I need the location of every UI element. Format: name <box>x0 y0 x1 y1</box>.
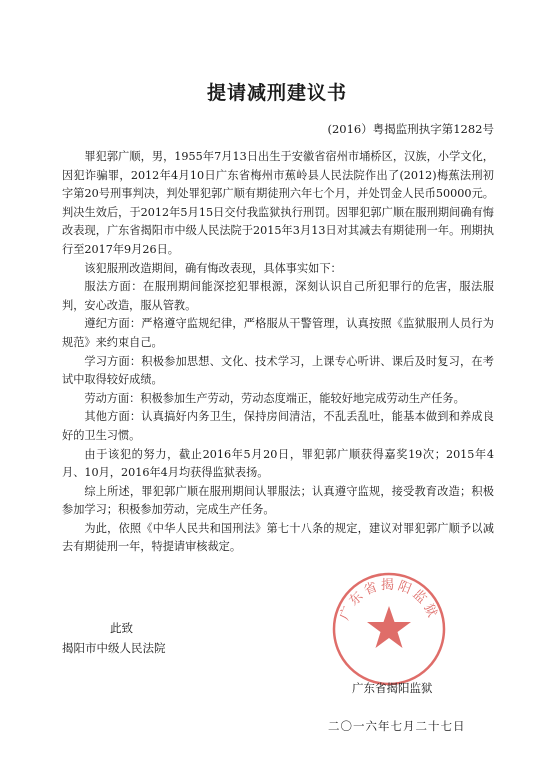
closing-recipient: 揭阳市中级人民法院 <box>62 641 166 655</box>
closing-salutation: 此致 <box>110 621 133 635</box>
official-seal-stamp <box>330 570 448 688</box>
document-body <box>62 148 494 557</box>
paragraph-rewards: 由于该犯的努力，截止2016年5月20日，罪犯郭广顺获得嘉奖19次；2015年4月、10月，2016年4月均获得监狱表扬。 <box>62 447 494 480</box>
paragraph-other: 其他方面：认真搞好内务卫生，保持房间清洁，不乱丢乱吐，能基本做到和养成良好的卫生习惯。 <box>62 410 494 442</box>
issuer-name: 广东省揭阳监狱 <box>352 681 433 695</box>
paragraph-labor: 劳动方面：积极参加生产劳动，劳动态度端正，能较好地完成劳动生产任务。 <box>84 391 465 405</box>
svg-text:广东省揭阳监狱: 广东省揭阳监狱 <box>337 577 441 623</box>
paragraph-intro: 该犯服刑改造期间，确有悔改表现，具体事实如下： <box>84 261 342 275</box>
document-number: (2016）粤揭监刑执字第1282号 <box>327 122 494 136</box>
issue-date: 二〇一六年七月二十七日 <box>328 719 466 733</box>
paragraph-law-abiding: 服法方面：在服刑期间能深挖犯罪根源，深刻认识自己所犯罪行的危害，服法服判，安心改造，服从管教。 <box>62 280 494 312</box>
paragraph-discipline: 遵纪方面：严格遵守监规纪律，严格服从干警管理，认真按照《监狱服刑人员行为规范》来约束自己。 <box>62 317 494 349</box>
paragraph-study: 学习方面：积极参加思想、文化、技术学习，上课专心听讲、课后及时复习，在考试中取得较好成绩。 <box>62 354 494 387</box>
paragraph-recommendation: 为此，依照《中华人民共和国刑法》第七十八条的规定，建议对罪犯郭广顺予以减去有期徒刑一年，特提请审核裁定。 <box>62 521 494 554</box>
document-title: 提请减刑建议书 <box>206 82 347 104</box>
paragraph-summary: 综上所述，罪犯郭广顺在服刑期间认罪服法；认真遵守监规，接受教育改造；积极参加学习；积极参加劳动，完成生产任务。 <box>62 484 494 517</box>
paragraph-background: 罪犯郭广顺，男，1955年7月13日出生于安徽省宿州市埇桥区，汉族，小学文化，因犯诈骗罪，2012年4月10日广东省梅州市蕉岭县人民法院作出了(2012)梅蕉法刑初字第20号刑事判决，判处罪犯郭广顺有期徒刑六年七个月，并处罚金人民币50000元。判决生效后，于2012年5月15日交付我监狱执行刑罚。因罪犯郭广顺在服刑期间确有悔改表现，广东省揭阳市中级人民法院于2015年3月13日对其减去有期徒刑一年。刑期执行至2017年9月26日。 <box>62 150 494 256</box>
